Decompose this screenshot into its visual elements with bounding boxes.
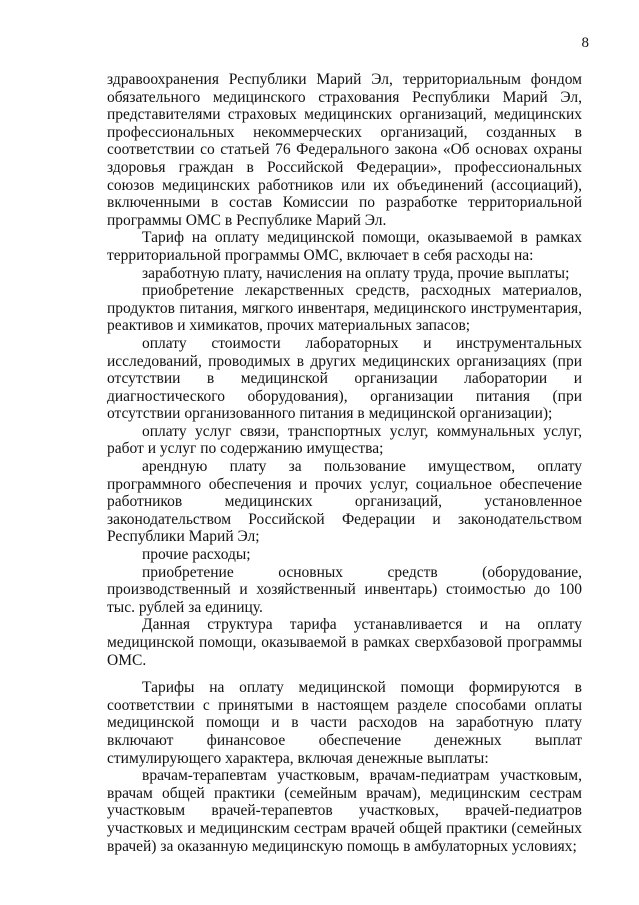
paragraph: Тарифы на оплату медицинской помощи формируются в соответствии с принятыми в настоящем разделе способами оплаты медицинской помощи и в части расходов на заработную плату включают финансовое обеспечение денежных выплат стимулирующего характера, включая денежные выплаты:	[107, 679, 582, 767]
paragraph: оплату услуг связи, транспортных услуг, коммунальных услуг, работ и услуг по содержанию имущества;	[107, 422, 582, 458]
paragraph: Данная структура тарифа устанавливается и на оплату медицинской помощи, оказываемой в рамках сверхбазовой программы ОМС.	[107, 616, 582, 669]
paragraph: здравоохранения Республики Марий Эл, территориальным фондом обязательного медицинского страхования Республики Марий Эл, представителями страховых медицинских организаций, медицинских профессиональных некоммерческих организаций, созданных в соответствии со статьей 76 Федерального закона «Об основах охраны здоровья граждан в Российской Федерации», профессиональных союзов медицинских работников или их объединений (ассоциаций), включенными в состав Комиссии по разработке территориальной программы ОМС в Республике Марий Эл.	[107, 71, 582, 229]
paragraph: приобретение основных средств (оборудование, производственный и хозяйственный инвентарь) стоимостью до 100 тыс. рублей за единицу.	[107, 563, 582, 616]
paragraph: врачам-терапевтам участковым, врачам-педиатрам участковым, врачам общей практики (семейным врачам), медицинским сестрам участковым врачей-терапевтов участковых, врачей-педиатров участковых и медицинским сестрам врачей общей практики (семейных врачей) за оказанную медицинскую помощь в амбулаторных условиях;	[107, 767, 582, 855]
page-number: 8	[581, 35, 589, 51]
document-body	[107, 71, 582, 855]
paragraph: оплату стоимости лабораторных и инструментальных исследований, проводимых в других медицинских организациях (при отсутствии в медицинской организации лаборатории и диагностического оборудования), организации питания (при отсутствии организованного питания в медицинской организации);	[107, 334, 582, 423]
paragraph: Тариф на оплату медицинской помощи, оказываемой в рамках территориальной программы ОМС, включает в себя расходы на:	[107, 229, 582, 264]
paragraph: приобретение лекарственных средств, расходных материалов, продуктов питания, мягкого инвентаря, медицинского инструментария, реактивов и химикатов, прочих материальных запасов;	[107, 282, 582, 335]
paragraph: прочие расходы;	[142, 546, 251, 564]
paragraph: заработную плату, начисления на оплату труда, прочие выплаты;	[142, 264, 570, 282]
paragraph: арендную плату за пользование имуществом, оплату программного обеспечения и прочих услуг, социальное обеспечение работников медицинских организаций, установленное законодательством Российской Федерации и законодательством Республики Марий Эл;	[107, 458, 582, 546]
